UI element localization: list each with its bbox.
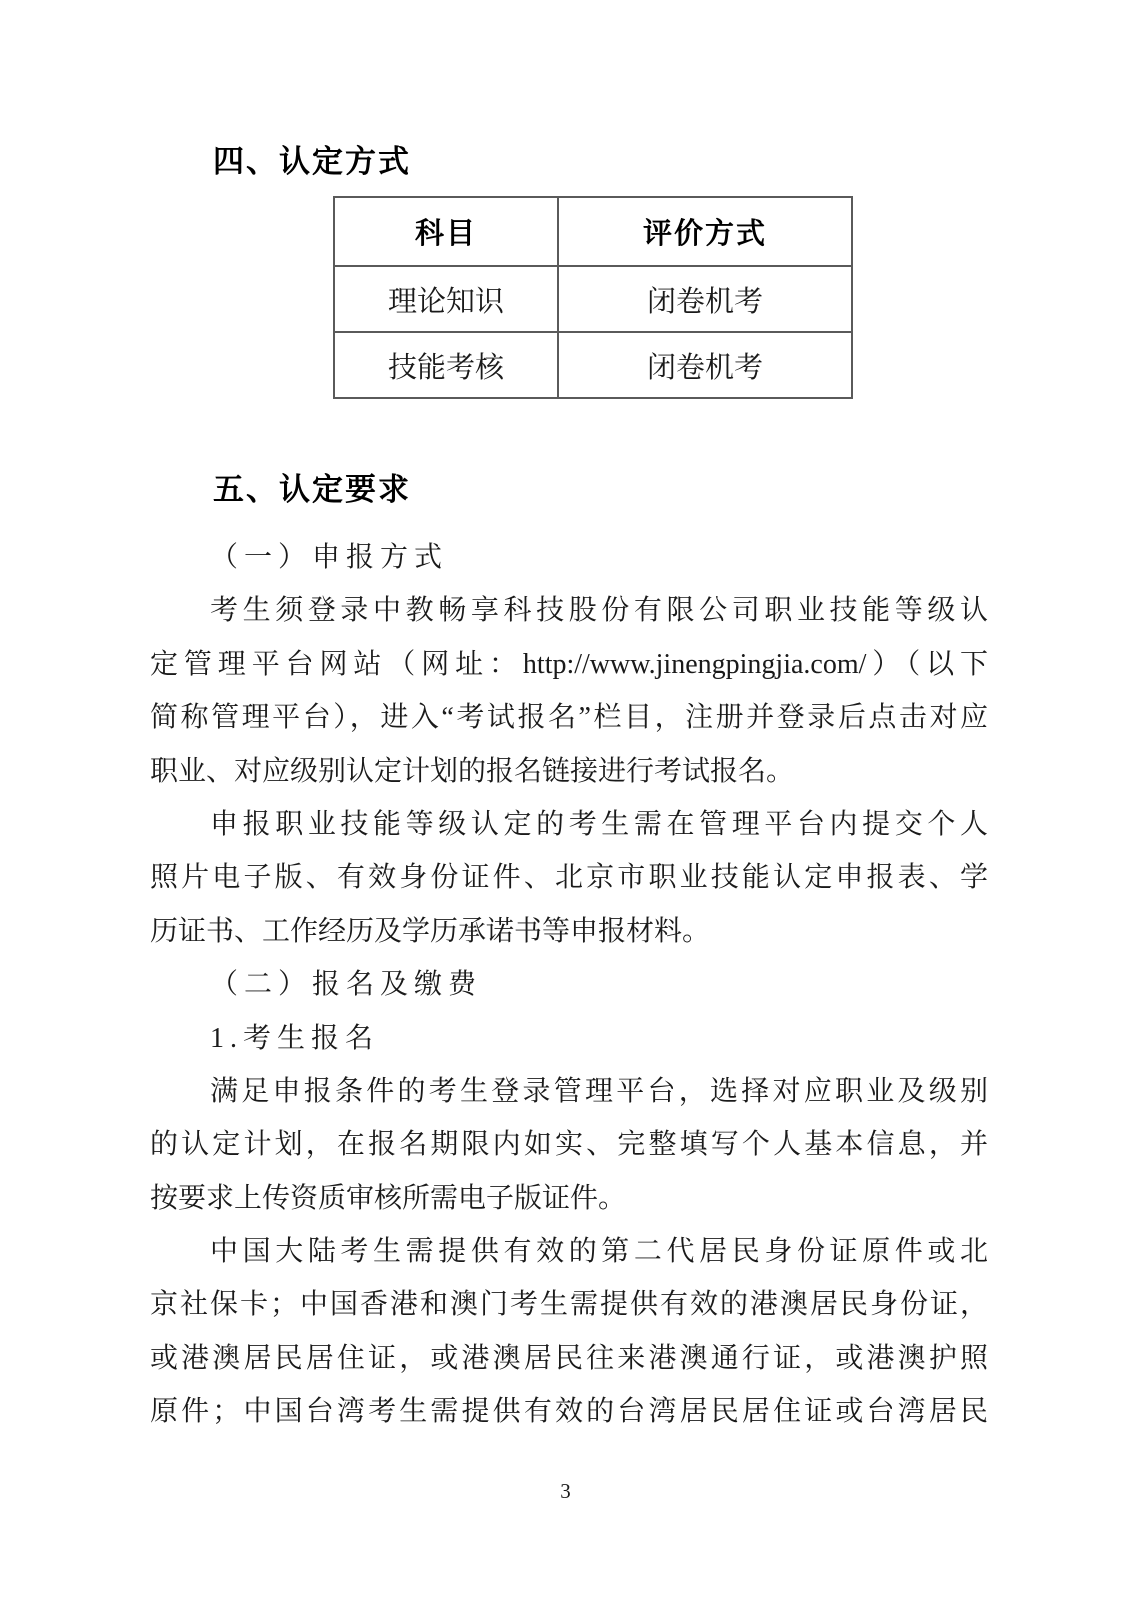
column-header-subject: 科目 [334, 197, 558, 266]
text-line: 历证书、工作经历及学历承诺书等申报材料。 [150, 915, 711, 947]
table-cell: 理论知识 [334, 266, 558, 332]
section-heading-rending-yaoqiu: 五、认定要求 [213, 472, 411, 507]
text-line: 职业、对应级别认定计划的报名链接进行考试报名。 [150, 755, 795, 787]
text-line: （一）申报方式 [210, 542, 449, 573]
text-line: 京社保卡；中国香港和澳门考生需提供有效的港澳居民身份证， [150, 1289, 988, 1321]
text-line: 原件；中国台湾考生需提供有效的台湾居民居住证或台湾居民 [150, 1396, 988, 1428]
text-line: 中国大陆考生需提供有效的第二代居民身份证原件或北 [210, 1236, 988, 1268]
page-number: 3 [560, 1479, 571, 1503]
table-body [334, 266, 852, 398]
table-cell: 技能考核 [334, 332, 558, 398]
text-line: 照片电子版、有效身份证件、北京市职业技能认定申报表、学 [150, 862, 988, 894]
text-line: 1.考生报名 [210, 1022, 380, 1054]
evaluation-method-table [333, 196, 853, 399]
column-header-evaluation-method: 评价方式 [558, 197, 852, 266]
text-line: 满足申报条件的考生登录管理平台，选择对应职业及级别 [210, 1075, 988, 1107]
text-line: 或港澳居民居住证，或港澳居民往来港澳通行证，或港澳护照 [150, 1342, 988, 1374]
text-line: 按要求上传资质审核所需电子版证件。 [150, 1182, 627, 1214]
text-line: 考生须登录中教畅享科技股份有限公司职业技能等级认 [210, 595, 988, 627]
text-line: 申报职业技能等级认定的考生需在管理平台内提交个人 [210, 808, 988, 840]
table-cell: 闭卷机考 [558, 266, 852, 332]
text-line: 简称管理平台），进入“考试报名”栏目，注册并登录后点击对应 [150, 702, 988, 734]
text-line: 定管理平台网站（网址：http://www.jinengpingjia.com/）（以下 [150, 648, 988, 680]
table-row [334, 332, 852, 398]
section-5-body-text [150, 531, 988, 1439]
text-line: （二）报名及缴费 [210, 969, 483, 1001]
table-header-row [334, 197, 852, 266]
text-line: 的认定计划，在报名期限内如实、完整填写个人基本信息，并 [150, 1129, 988, 1161]
table-cell: 闭卷机考 [558, 332, 852, 398]
section-heading-rending-fangshi: 四、认定方式 [213, 144, 411, 179]
table-row [334, 266, 852, 332]
